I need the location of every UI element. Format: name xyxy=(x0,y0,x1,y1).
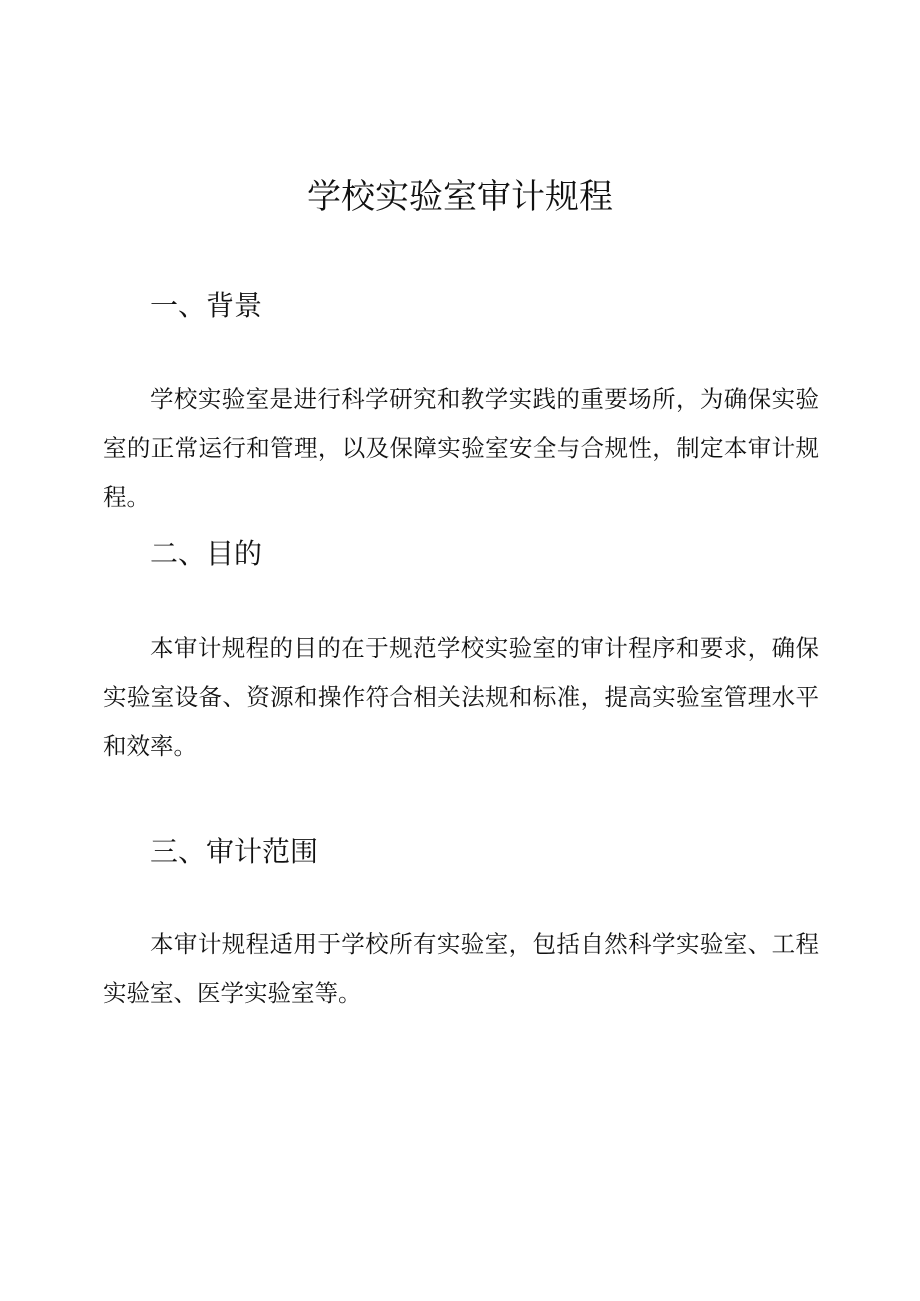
section-heading-background: 一、背景 xyxy=(150,289,263,322)
section-paragraph-purpose: 本审计规程的目的在于规范学校实验室的审计程序和要求，确保实验室设备、资源和操作符合相关法规和标准，提高实验室管理水平和效率。 xyxy=(103,634,819,760)
section-heading-scope: 三、审计范围 xyxy=(150,835,319,868)
section-paragraph-scope: 本审计规程适用于学校所有实验室，包括自然科学实验室、工程实验室、医学实验室等。 xyxy=(103,930,819,1007)
section-paragraph-background: 学校实验室是进行科学研究和教学实践的重要场所，为确保实验室的正常运行和管理，以及保障实验室安全与合规性，制定本审计规程。 xyxy=(103,385,819,511)
document-title: 学校实验室审计规程 xyxy=(307,177,613,217)
section-heading-purpose: 二、目的 xyxy=(150,537,263,570)
